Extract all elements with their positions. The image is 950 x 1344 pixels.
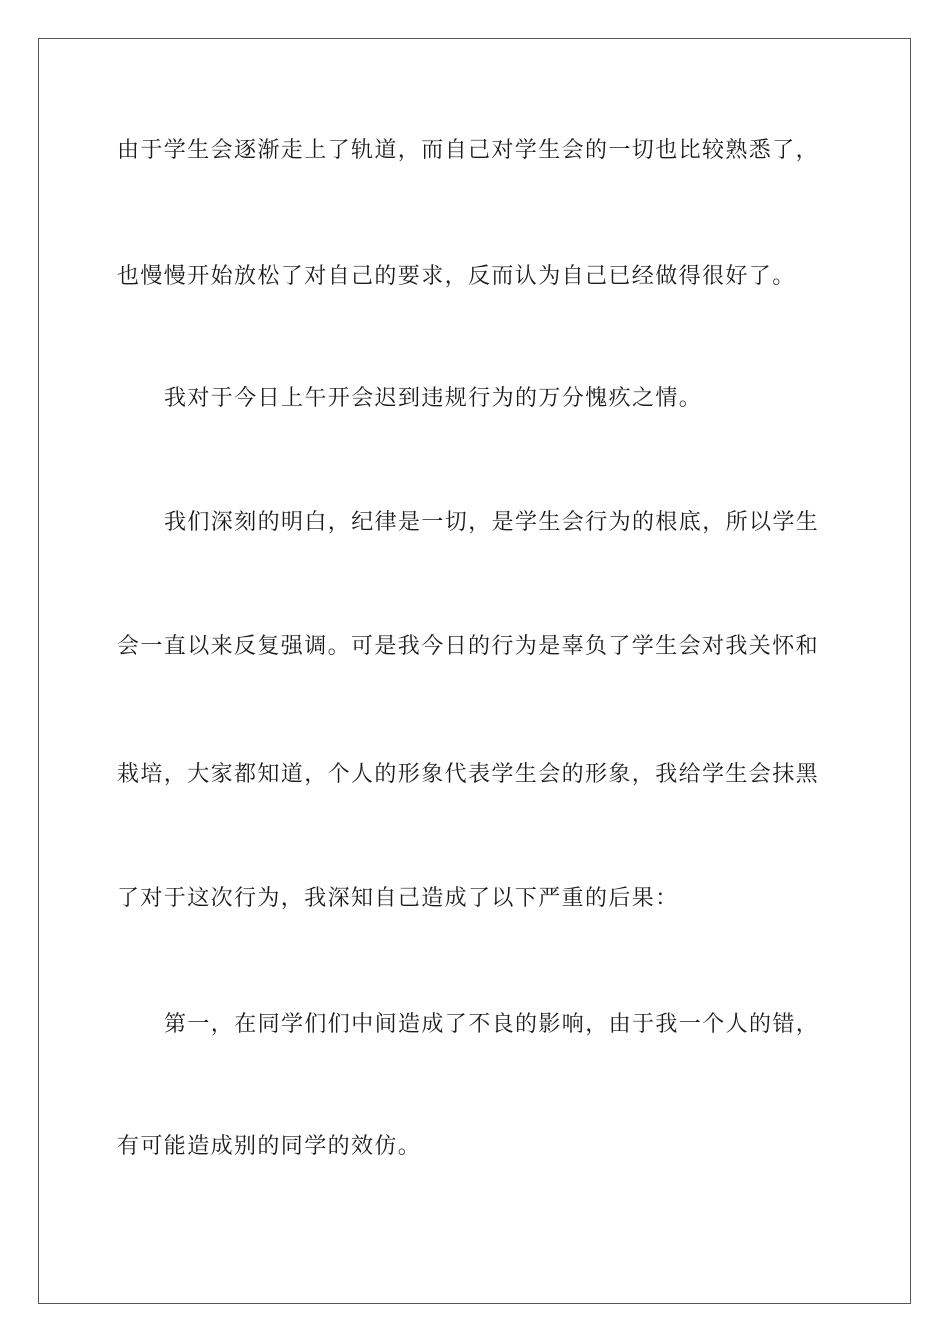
text-line: 我们深刻的明白，纪律是一切，是学生会行为的根底，所以学生 bbox=[164, 510, 820, 535]
text-line: 第一，在同学们们中间造成了不良的影响，由于我一个人的错， bbox=[164, 1012, 820, 1037]
text-line: 了对于这次行为，我深知自己造成了以下严重的后果： bbox=[117, 886, 679, 911]
text-line: 会一直以来反复强调。可是我今日的行为是辜负了学生会对我关怀和 bbox=[117, 634, 820, 659]
text-line: 有可能造成别的同学的效仿。 bbox=[117, 1134, 422, 1159]
text-line: 我对于今日上午开会迟到违规行为的万分愧疚之情。 bbox=[164, 386, 703, 411]
page-frame bbox=[38, 38, 911, 1304]
text-line: 由于学生会逐渐走上了轨道，而自己对学生会的一切也比较熟悉了， bbox=[117, 138, 820, 163]
text-line: 也慢慢开始放松了对自己的要求，反而认为自己已经做得很好了。 bbox=[117, 264, 796, 289]
text-line: 栽培，大家都知道，个人的形象代表学生会的形象，我给学生会抹黑 bbox=[117, 762, 820, 787]
